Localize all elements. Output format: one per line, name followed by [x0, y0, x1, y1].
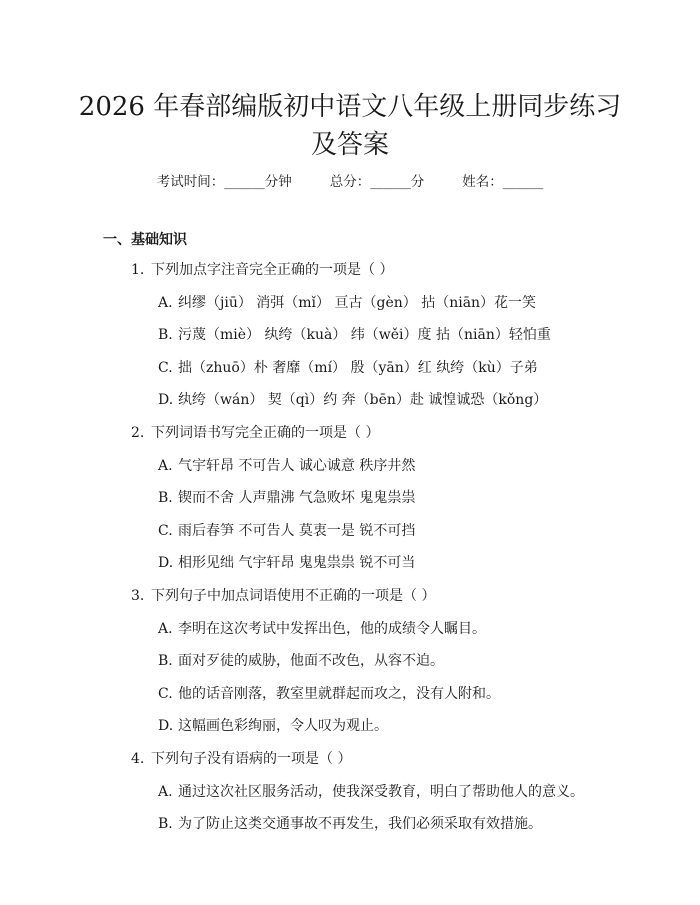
- option: [0, 678, 700, 711]
- option: [0, 450, 700, 483]
- option-letter: D.: [158, 555, 174, 572]
- option-text: 雨后春笋 不可告人 莫衷一是 锐不可挡: [178, 522, 416, 539]
- exam-meta: [0, 170, 700, 190]
- question-list: [0, 254, 700, 841]
- option-text: 面对歹徒的威胁，他面不改色，从容不迫。: [178, 653, 444, 670]
- option: [0, 547, 700, 580]
- option-text: 污蔑（miè） 纨绔（kuà） 纬（wěi）度 拈（niān）轻怕重: [178, 327, 551, 344]
- option-letter: D.: [158, 392, 174, 409]
- option-text: 拙（zhuō）朴 奢靡（mí） 殷（yān）红 纨绔（kù）子弟: [178, 359, 538, 376]
- option-letter: C.: [158, 685, 173, 702]
- option: [0, 352, 700, 385]
- option-letter: B.: [158, 653, 173, 670]
- question-text: 下列句子中加点词语使用不正确的一项是（ ）: [151, 587, 436, 604]
- option-letter: B.: [158, 490, 173, 507]
- question-text: 下列加点字注音完全正确的一项是（ ）: [151, 262, 394, 278]
- option-text: 这幅画色彩绚丽，令人叹为观止。: [178, 718, 388, 735]
- question: [0, 580, 700, 613]
- option: [0, 613, 700, 646]
- exam-time: 考试时间：______分钟: [156, 174, 292, 190]
- option-text: 纠缪（jiū） 消弭（mǐ） 亘古（gèn） 拈（niān）花一笑: [178, 294, 537, 311]
- option-text: 通过这次社区服务活动，使我深受教育，明白了帮助他人的意义。: [178, 783, 584, 800]
- option-letter: B.: [158, 816, 173, 833]
- option-letter: C.: [158, 359, 173, 376]
- option-text: 相形见绌 气宇轩昂 鬼鬼祟祟 锐不可当: [178, 555, 416, 572]
- exam-score: 总分：______分: [329, 174, 425, 190]
- option-letter: A.: [158, 457, 173, 474]
- option-letter: D.: [158, 718, 174, 735]
- option: [0, 319, 700, 352]
- option: [0, 482, 700, 515]
- question-number: 4.: [131, 750, 145, 767]
- option: [0, 776, 700, 809]
- option: [0, 710, 700, 743]
- question-number: 1.: [131, 262, 145, 278]
- question: [0, 417, 700, 450]
- option-letter: B.: [158, 327, 173, 344]
- option-letter: A.: [158, 620, 173, 637]
- option-letter: A.: [158, 294, 173, 311]
- option: [0, 287, 700, 320]
- question: [0, 254, 700, 287]
- option: [0, 808, 700, 841]
- exam-name: 姓名：______: [462, 174, 544, 190]
- option-text: 锲而不舍 人声鼎沸 气急败坏 鬼鬼祟祟: [178, 490, 416, 507]
- question-text: 下列句子没有语病的一项是（ ）: [151, 750, 352, 767]
- option: [0, 645, 700, 678]
- page-title: 2026 年春部编版初中语文八年级上册同步练习及答案: [78, 92, 622, 160]
- option-text: 为了防止这类交通事故不再发生，我们必须采取有效措施。: [178, 816, 542, 833]
- question-number: 3.: [131, 587, 145, 604]
- section-heading: 一、基础知识: [103, 232, 187, 248]
- option-text: 气宇轩昂 不可告人 诚心诚意 秩序井然: [178, 457, 416, 474]
- option-text: 他的话音刚落，教室里就群起而攻之，没有人附和。: [178, 685, 500, 702]
- option-text: 李明在这次考试中发挥出色，他的成绩令人瞩目。: [178, 620, 486, 637]
- option-letter: A.: [158, 783, 173, 800]
- option-text: 纨绔（wán） 契（qì）约 奔（bēn）赴 诚惶诚恐（kǒng）: [178, 392, 548, 409]
- question-number: 2.: [131, 424, 145, 441]
- option-letter: C.: [158, 522, 173, 539]
- question-text: 下列词语书写完全正确的一项是（ ）: [151, 424, 380, 441]
- option: [0, 515, 700, 548]
- option: [0, 384, 700, 417]
- question: [0, 743, 700, 776]
